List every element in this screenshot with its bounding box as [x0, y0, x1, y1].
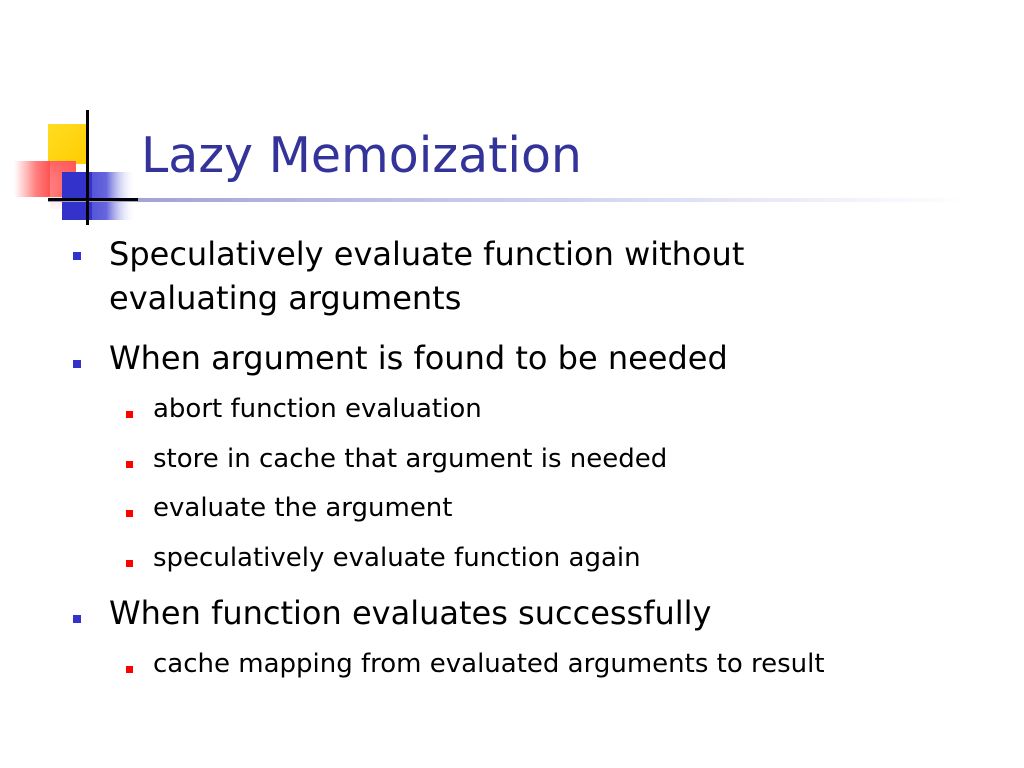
list-item-text: speculatively evaluate function again: [153, 543, 641, 573]
list-item: [153, 491, 452, 525]
red-square-bullet-icon: [126, 411, 133, 418]
list-item: [109, 232, 744, 320]
list-item: [153, 392, 482, 426]
blue-square-bullet-icon: [73, 615, 81, 623]
red-square-bullet-icon: [126, 461, 133, 468]
logo-horizontal-line: [48, 198, 138, 201]
blue-square-bullet-icon: [73, 360, 81, 368]
list-item-text: When argument is found to be needed: [109, 339, 728, 377]
blue-square-bullet-icon: [73, 252, 81, 260]
list-item-text: evaluate the argument: [153, 493, 453, 523]
list-item-text: cache mapping from evaluated arguments to result: [153, 649, 825, 679]
list-item-text: Speculatively evaluate function without: [109, 235, 745, 273]
title-underline: [48, 198, 968, 202]
corner-squares-logo-icon: [0, 0, 1024, 240]
list-item-text: When function evaluates successfully: [109, 594, 712, 632]
list-item: [153, 647, 825, 681]
list-item-text: store in cache that argument is needed: [153, 444, 668, 474]
list-item: [109, 591, 711, 635]
slide-title: Lazy Memoization: [141, 127, 582, 184]
list-item-text-continued: evaluating arguments: [109, 279, 462, 317]
list-item-text: abort function evaluation: [153, 394, 482, 424]
logo-vertical-line: [86, 110, 89, 225]
red-square-bullet-icon: [126, 666, 133, 673]
logo-yellow-square: [48, 124, 88, 164]
list-item: [153, 541, 641, 575]
red-square-bullet-icon: [126, 560, 133, 567]
list-item: [153, 442, 667, 476]
list-item: [109, 336, 728, 380]
red-square-bullet-icon: [126, 510, 133, 517]
